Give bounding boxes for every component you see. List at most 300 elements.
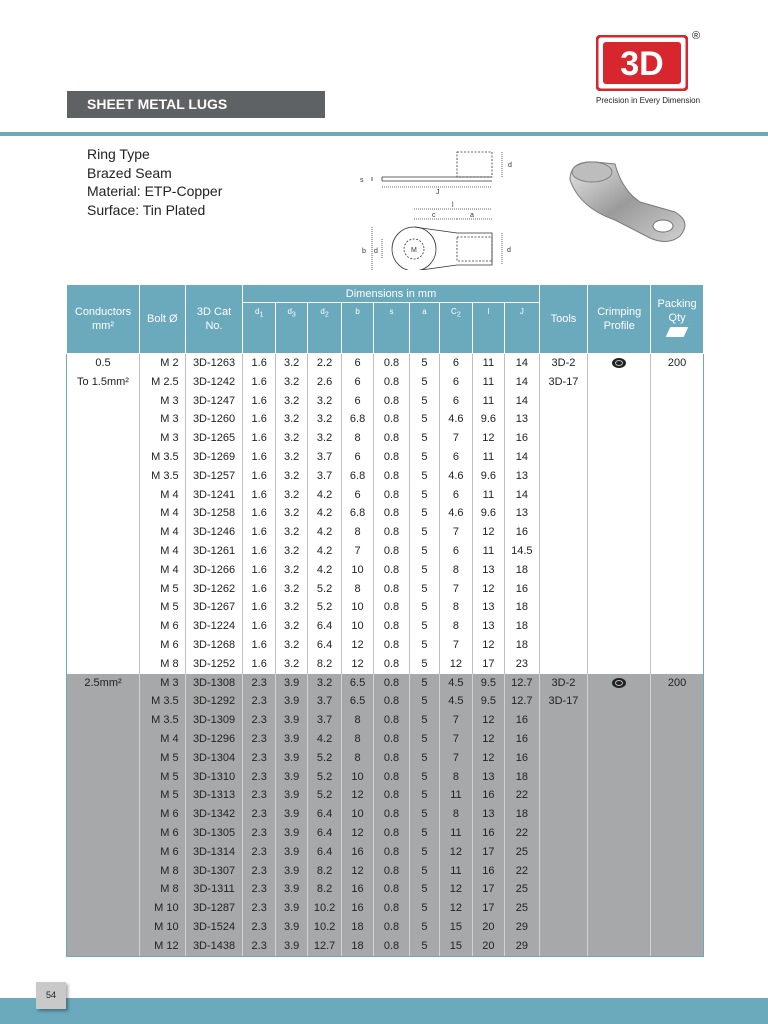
dimension-cell: 16 bbox=[505, 580, 540, 599]
dimension-cell: 3.2 bbox=[275, 354, 307, 373]
dimension-cell: 7 bbox=[440, 711, 472, 730]
dimension-cell: 4.2 bbox=[308, 561, 341, 580]
tools-cell bbox=[539, 824, 588, 843]
dimension-cell: 2.3 bbox=[243, 824, 275, 843]
dimension-cell: 11 bbox=[440, 824, 472, 843]
dimension-cell: 11 bbox=[472, 448, 504, 467]
header-dim-label: C bbox=[451, 307, 457, 316]
conductor-cell bbox=[67, 655, 140, 674]
table-row bbox=[67, 392, 704, 411]
dimension-cell: 6.4 bbox=[308, 636, 341, 655]
dimension-cell: 3.2 bbox=[275, 373, 307, 392]
dimension-cell: 5.2 bbox=[308, 786, 341, 805]
cat-no-cell: 3D-1438 bbox=[185, 937, 243, 956]
table-row bbox=[67, 542, 704, 561]
cat-no-cell: 3D-1304 bbox=[185, 749, 243, 768]
tools-cell bbox=[539, 786, 588, 805]
cat-no-cell: 3D-1296 bbox=[185, 730, 243, 749]
conductor-cell bbox=[67, 711, 140, 730]
crimp-profile-cell bbox=[588, 580, 651, 599]
cat-no-cell: 3D-1310 bbox=[185, 768, 243, 787]
conductor-cell bbox=[67, 692, 140, 711]
dimension-cell: 0.8 bbox=[374, 899, 409, 918]
tools-cell: 3D-17 bbox=[539, 692, 588, 711]
bolt-cell: M 5 bbox=[140, 786, 186, 805]
conductor-cell bbox=[67, 786, 140, 805]
conductor-cell bbox=[67, 862, 140, 881]
dimension-cell: 3.2 bbox=[308, 674, 341, 693]
packing-qty-cell bbox=[651, 448, 704, 467]
crimp-profile-cell bbox=[588, 937, 651, 956]
cat-no-cell: 3D-1242 bbox=[185, 373, 243, 392]
dimension-cell: 18 bbox=[505, 805, 540, 824]
dimension-cell: 16 bbox=[505, 730, 540, 749]
bolt-cell: M 5 bbox=[140, 580, 186, 599]
dimension-cell: 17 bbox=[472, 880, 504, 899]
dimension-cell: 3.9 bbox=[275, 730, 307, 749]
conductor-cell bbox=[67, 523, 140, 542]
table-row bbox=[67, 843, 704, 862]
conductor-cell bbox=[67, 805, 140, 824]
dimension-cell: 0.8 bbox=[374, 504, 409, 523]
dimension-cell: 3.9 bbox=[275, 749, 307, 768]
dimension-cell: 7 bbox=[440, 429, 472, 448]
header-dim-3 bbox=[341, 303, 373, 354]
dimension-cell: 2.3 bbox=[243, 768, 275, 787]
bolt-cell: M 8 bbox=[140, 862, 186, 881]
crimp-profile-cell bbox=[588, 862, 651, 881]
dimension-cell: 5 bbox=[409, 448, 439, 467]
dimension-cell: 12 bbox=[472, 580, 504, 599]
table-row bbox=[67, 561, 704, 580]
dimension-cell: 1.6 bbox=[243, 392, 275, 411]
dimension-cell: 3.9 bbox=[275, 918, 307, 937]
header-dim-2 bbox=[308, 303, 341, 354]
dimension-cell: 6 bbox=[341, 392, 373, 411]
dimension-cell: 1.6 bbox=[243, 617, 275, 636]
dimension-cell: 3.2 bbox=[275, 429, 307, 448]
diagram-label-m: M bbox=[411, 247, 417, 254]
crimp-profile-icon bbox=[612, 358, 626, 368]
bolt-cell: M 8 bbox=[140, 880, 186, 899]
table-row bbox=[67, 862, 704, 881]
dimension-cell: 6.5 bbox=[341, 692, 373, 711]
dimension-cell: 0.8 bbox=[374, 561, 409, 580]
dimension-cell: 0.8 bbox=[374, 373, 409, 392]
dimension-cell: 1.6 bbox=[243, 354, 275, 373]
dimension-cell: 10.2 bbox=[308, 899, 341, 918]
dimension-cell: 3.2 bbox=[275, 561, 307, 580]
dimension-cell: 3.2 bbox=[275, 410, 307, 429]
dimension-cell: 4.6 bbox=[440, 467, 472, 486]
header-dim-label: b bbox=[355, 307, 360, 316]
cat-no-cell: 3D-1287 bbox=[185, 899, 243, 918]
table-row bbox=[67, 711, 704, 730]
packing-qty-cell bbox=[651, 561, 704, 580]
dimension-cell: 1.6 bbox=[243, 655, 275, 674]
packing-qty-cell bbox=[651, 598, 704, 617]
dimension-cell: 16 bbox=[505, 711, 540, 730]
dimension-cell: 3.7 bbox=[308, 467, 341, 486]
dimension-cell: 3.2 bbox=[275, 392, 307, 411]
header-packing-label: Packing bbox=[657, 298, 697, 310]
diagram-label-d1: d bbox=[374, 248, 378, 255]
bolt-cell: M 6 bbox=[140, 824, 186, 843]
dimension-cell: 3.9 bbox=[275, 899, 307, 918]
dimension-cell: 12 bbox=[341, 824, 373, 843]
dimension-cell: 29 bbox=[505, 937, 540, 956]
conductor-cell bbox=[67, 749, 140, 768]
crimp-profile-cell bbox=[588, 692, 651, 711]
dimension-cell: 0.8 bbox=[374, 937, 409, 956]
dimension-cell: 5 bbox=[409, 523, 439, 542]
dimension-cell: 5 bbox=[409, 580, 439, 599]
dimension-cell: 0.8 bbox=[374, 918, 409, 937]
dimension-cell: 5 bbox=[409, 692, 439, 711]
dimension-cell: 7 bbox=[440, 523, 472, 542]
dimension-cell: 0.8 bbox=[374, 467, 409, 486]
tools-cell bbox=[539, 880, 588, 899]
dimension-cell: 3.9 bbox=[275, 674, 307, 693]
dimension-cell: 5 bbox=[409, 655, 439, 674]
dimension-cell: 16 bbox=[472, 824, 504, 843]
tools-cell bbox=[539, 918, 588, 937]
dimension-cell: 14 bbox=[505, 354, 540, 373]
header-tools: Tools bbox=[539, 285, 588, 354]
dimension-cell: 5.2 bbox=[308, 598, 341, 617]
conductor-cell bbox=[67, 429, 140, 448]
dimension-cell: 3.2 bbox=[275, 636, 307, 655]
dimension-cell: 2.3 bbox=[243, 880, 275, 899]
page-title: SHEET METAL LUGS bbox=[67, 91, 325, 118]
dimension-cell: 5 bbox=[409, 354, 439, 373]
crimp-profile-cell bbox=[588, 805, 651, 824]
registered-mark: ® bbox=[692, 30, 701, 42]
dimension-cell: 1.6 bbox=[243, 486, 275, 505]
dimension-cell: 6 bbox=[341, 354, 373, 373]
crimp-profile-cell bbox=[588, 429, 651, 448]
dimension-cell: 6 bbox=[440, 373, 472, 392]
dimension-cell: 12 bbox=[341, 655, 373, 674]
dimension-cell: 18 bbox=[341, 937, 373, 956]
cat-no-cell: 3D-1342 bbox=[185, 805, 243, 824]
diagram-label-s: s bbox=[360, 177, 364, 184]
box-icon bbox=[666, 327, 689, 337]
crimp-profile-cell bbox=[588, 768, 651, 787]
dimension-cell: 10.2 bbox=[308, 918, 341, 937]
dimension-cell: 5.2 bbox=[308, 749, 341, 768]
bolt-cell: M 3.5 bbox=[140, 448, 186, 467]
header-dim-subscript: 2 bbox=[456, 311, 461, 319]
dimension-cell: 5 bbox=[409, 467, 439, 486]
packing-qty-cell bbox=[651, 636, 704, 655]
diagram-label-d2: d bbox=[507, 247, 511, 254]
dimension-cell: 6 bbox=[341, 486, 373, 505]
dimension-cell: 5 bbox=[409, 862, 439, 881]
tools-cell bbox=[539, 655, 588, 674]
dimension-cell: 12.7 bbox=[308, 937, 341, 956]
table-row bbox=[67, 429, 704, 448]
dimension-cell: 0.8 bbox=[374, 523, 409, 542]
dimension-cell: 1.6 bbox=[243, 373, 275, 392]
conductor-cell bbox=[67, 730, 140, 749]
dimension-cell: 3.2 bbox=[275, 486, 307, 505]
conductor-cell bbox=[67, 636, 140, 655]
lug-product-photo bbox=[560, 150, 695, 250]
dimension-cell: 11 bbox=[472, 392, 504, 411]
spec-item: Ring Type bbox=[87, 146, 150, 162]
header-dimensions: Dimensions in mm bbox=[243, 285, 539, 303]
conductor-cell bbox=[67, 843, 140, 862]
cat-no-cell: 3D-1267 bbox=[185, 598, 243, 617]
dimension-cell: 16 bbox=[505, 429, 540, 448]
dimension-cell: 11 bbox=[440, 862, 472, 881]
dimension-cell: 8 bbox=[341, 580, 373, 599]
packing-qty-cell bbox=[651, 410, 704, 429]
conductor-cell bbox=[67, 768, 140, 787]
header-dim-4 bbox=[374, 303, 409, 354]
conductor-cell bbox=[67, 918, 140, 937]
dimension-cell: 3.7 bbox=[308, 711, 341, 730]
table-row bbox=[67, 918, 704, 937]
cat-no-cell: 3D-1268 bbox=[185, 636, 243, 655]
dimension-cell: 5 bbox=[409, 486, 439, 505]
diagram-label-l: l bbox=[452, 202, 454, 209]
bolt-cell: M 10 bbox=[140, 899, 186, 918]
table-row bbox=[67, 674, 704, 693]
diagram-label-d2-side: d bbox=[508, 162, 512, 169]
table-row bbox=[67, 504, 704, 523]
packing-qty-cell bbox=[651, 937, 704, 956]
tools-cell bbox=[539, 636, 588, 655]
header-dim-5 bbox=[409, 303, 439, 354]
crimp-profile-cell bbox=[588, 786, 651, 805]
dimension-cell: 2.3 bbox=[243, 899, 275, 918]
dimension-cell: 4.2 bbox=[308, 523, 341, 542]
dimension-cell: 7 bbox=[440, 730, 472, 749]
dimension-cell: 16 bbox=[472, 786, 504, 805]
dimension-cell: 16 bbox=[341, 880, 373, 899]
dimension-cell: 2.3 bbox=[243, 843, 275, 862]
conductor-cell bbox=[67, 504, 140, 523]
crimp-profile-cell bbox=[588, 523, 651, 542]
dimension-cell: 0.8 bbox=[374, 486, 409, 505]
packing-qty-cell bbox=[651, 749, 704, 768]
crimp-profile-icon bbox=[612, 678, 626, 688]
dimension-cell: 12 bbox=[472, 636, 504, 655]
dimension-cell: 5 bbox=[409, 937, 439, 956]
dimension-cell: 12 bbox=[440, 880, 472, 899]
dimension-cell: 5 bbox=[409, 598, 439, 617]
packing-qty-cell bbox=[651, 523, 704, 542]
tools-cell bbox=[539, 429, 588, 448]
packing-qty-cell bbox=[651, 843, 704, 862]
packing-qty-cell: 200 bbox=[651, 674, 704, 693]
conductor-cell bbox=[67, 392, 140, 411]
cat-no-cell: 3D-1263 bbox=[185, 354, 243, 373]
dimension-cell: 1.6 bbox=[243, 504, 275, 523]
packing-qty-cell bbox=[651, 711, 704, 730]
cat-no-cell: 3D-1305 bbox=[185, 824, 243, 843]
cat-no-cell: 3D-1257 bbox=[185, 467, 243, 486]
dimension-cell: 3.2 bbox=[275, 598, 307, 617]
table-row bbox=[67, 448, 704, 467]
header-crimping bbox=[588, 285, 651, 354]
dimension-cell: 0.8 bbox=[374, 429, 409, 448]
dimension-cell: 22 bbox=[505, 824, 540, 843]
crimp-profile-cell bbox=[588, 448, 651, 467]
dimension-cell: 5 bbox=[409, 392, 439, 411]
table-row bbox=[67, 937, 704, 956]
dimension-cell: 15 bbox=[440, 937, 472, 956]
header-packing bbox=[651, 285, 704, 354]
table-row bbox=[67, 824, 704, 843]
dimension-cell: 3.9 bbox=[275, 768, 307, 787]
dimension-cell: 10 bbox=[341, 805, 373, 824]
crimp-profile-cell bbox=[588, 843, 651, 862]
dimension-cell: 1.6 bbox=[243, 542, 275, 561]
dimension-cell: 13 bbox=[505, 504, 540, 523]
dimension-cell: 1.6 bbox=[243, 636, 275, 655]
dimension-cell: 2.3 bbox=[243, 918, 275, 937]
header-profile-label: Profile bbox=[603, 320, 635, 332]
cat-no-cell: 3D-1224 bbox=[185, 617, 243, 636]
tools-cell bbox=[539, 937, 588, 956]
cat-no-cell: 3D-1313 bbox=[185, 786, 243, 805]
bolt-cell: M 4 bbox=[140, 542, 186, 561]
crimp-profile-cell bbox=[588, 504, 651, 523]
dimension-cell: 14 bbox=[505, 448, 540, 467]
dimension-cell: 6.4 bbox=[308, 617, 341, 636]
dimension-cell: 2.3 bbox=[243, 674, 275, 693]
dimension-cell: 3.2 bbox=[308, 429, 341, 448]
table-row bbox=[67, 523, 704, 542]
dimension-cell: 5 bbox=[409, 410, 439, 429]
header-dim-label: J bbox=[519, 307, 524, 316]
bolt-cell: M 4 bbox=[140, 523, 186, 542]
dimension-cell: 8.2 bbox=[308, 655, 341, 674]
header-bolt: Bolt Ø bbox=[140, 285, 186, 354]
dimension-cell: 6.8 bbox=[341, 410, 373, 429]
cat-no-cell: 3D-1258 bbox=[185, 504, 243, 523]
crimp-profile-cell bbox=[588, 824, 651, 843]
dimension-cell: 1.6 bbox=[243, 598, 275, 617]
dimension-cell: 1.6 bbox=[243, 523, 275, 542]
tools-cell bbox=[539, 805, 588, 824]
dimension-cell: 6 bbox=[440, 392, 472, 411]
dimension-cell: 29 bbox=[505, 918, 540, 937]
dimension-cell: 9.6 bbox=[472, 504, 504, 523]
dimension-cell: 0.8 bbox=[374, 598, 409, 617]
packing-qty-cell: 200 bbox=[651, 354, 704, 373]
table-row bbox=[67, 373, 704, 392]
dimension-cell: 13 bbox=[472, 598, 504, 617]
crimp-profile-cell bbox=[588, 373, 651, 392]
dimension-cell: 20 bbox=[472, 918, 504, 937]
dimension-cell: 5 bbox=[409, 542, 439, 561]
packing-qty-cell bbox=[651, 918, 704, 937]
footer-rule bbox=[0, 998, 768, 1024]
tools-cell bbox=[539, 843, 588, 862]
dimension-cell: 6 bbox=[341, 373, 373, 392]
dimension-cell: 12 bbox=[472, 730, 504, 749]
dimension-cell: 25 bbox=[505, 843, 540, 862]
dimension-cell: 14 bbox=[505, 486, 540, 505]
dimension-cell: 6.8 bbox=[341, 504, 373, 523]
dimension-cell: 23 bbox=[505, 655, 540, 674]
dimension-cell: 0.8 bbox=[374, 636, 409, 655]
dimension-cell: 9.6 bbox=[472, 410, 504, 429]
dimension-cell: 3.9 bbox=[275, 880, 307, 899]
dimension-cell: 12 bbox=[341, 786, 373, 805]
conductor-cell bbox=[67, 937, 140, 956]
dimension-cell: 9.5 bbox=[472, 692, 504, 711]
dimension-cell: 18 bbox=[505, 617, 540, 636]
tools-cell: 3D-17 bbox=[539, 373, 588, 392]
packing-qty-cell bbox=[651, 805, 704, 824]
dimension-cell: 0.8 bbox=[374, 448, 409, 467]
dimension-cell: 16 bbox=[341, 899, 373, 918]
conductor-cell bbox=[67, 467, 140, 486]
conductor-cell bbox=[67, 542, 140, 561]
packing-qty-cell bbox=[651, 392, 704, 411]
lug-spec-table bbox=[66, 284, 704, 957]
conductor-cell bbox=[67, 899, 140, 918]
packing-qty-cell bbox=[651, 467, 704, 486]
dimension-cell: 18 bbox=[505, 598, 540, 617]
dimension-cell: 14.5 bbox=[505, 542, 540, 561]
dimension-cell: 4.6 bbox=[440, 504, 472, 523]
dimension-cell: 20 bbox=[472, 937, 504, 956]
dimension-cell: 7 bbox=[440, 749, 472, 768]
dimension-cell: 3.2 bbox=[275, 617, 307, 636]
dimension-cell: 2.3 bbox=[243, 937, 275, 956]
crimp-profile-cell bbox=[588, 918, 651, 937]
dimension-cell: 5 bbox=[409, 674, 439, 693]
crimp-profile-cell bbox=[588, 674, 651, 693]
tools-cell bbox=[539, 711, 588, 730]
logo-text: 3D bbox=[620, 45, 664, 83]
dimension-cell: 5 bbox=[409, 824, 439, 843]
spec-item: Material: ETP-Copper bbox=[87, 183, 223, 199]
dimension-cell: 6 bbox=[440, 486, 472, 505]
bolt-cell: M 8 bbox=[140, 655, 186, 674]
tools-cell bbox=[539, 598, 588, 617]
dimension-cell: 25 bbox=[505, 880, 540, 899]
dimension-cell: 13 bbox=[472, 617, 504, 636]
crimp-profile-cell bbox=[588, 730, 651, 749]
dimension-cell: 13 bbox=[472, 805, 504, 824]
table-row bbox=[67, 786, 704, 805]
dimension-cell: 0.8 bbox=[374, 749, 409, 768]
dimension-cell: 8 bbox=[341, 749, 373, 768]
dimension-cell: 5 bbox=[409, 805, 439, 824]
table-row bbox=[67, 598, 704, 617]
table-row bbox=[67, 692, 704, 711]
table-row bbox=[67, 899, 704, 918]
header-dim-label: d bbox=[254, 307, 260, 316]
tools-cell: 3D-2 bbox=[539, 674, 588, 693]
tools-cell bbox=[539, 580, 588, 599]
header-dim-1 bbox=[275, 303, 307, 354]
dimension-cell: 1.6 bbox=[243, 580, 275, 599]
tools-cell bbox=[539, 410, 588, 429]
table-row bbox=[67, 749, 704, 768]
dimension-cell: 6.4 bbox=[308, 843, 341, 862]
conductor-cell: 0.5 bbox=[67, 354, 140, 373]
dimension-cell: 8.2 bbox=[308, 880, 341, 899]
dimension-cell: 5 bbox=[409, 504, 439, 523]
